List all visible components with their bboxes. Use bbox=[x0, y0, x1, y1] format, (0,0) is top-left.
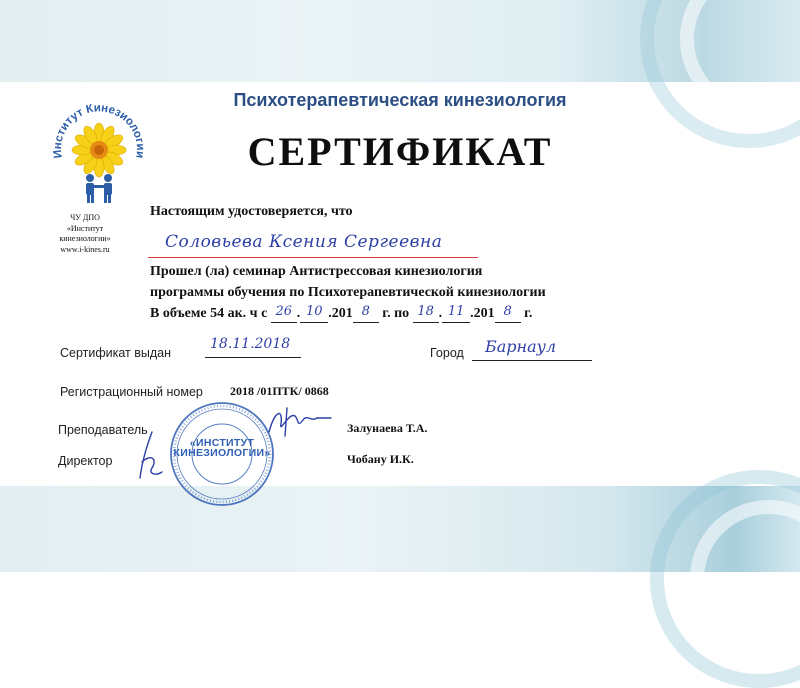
start-day: 26 bbox=[275, 304, 293, 319]
end-year-prefix: 201 bbox=[473, 306, 495, 321]
end-month-field bbox=[442, 306, 470, 323]
city-value: Барнаул bbox=[485, 337, 557, 356]
stamp-line-1: «ИНСТИТУТ bbox=[189, 437, 255, 449]
teacher-name: Залунаева Т.А. bbox=[347, 421, 428, 435]
start-day-field bbox=[271, 306, 297, 323]
volume-dates-line: В объеме 54 ак. ч с 26 . 10 .201 8 г. по 18 . 11 .201 8 г. bbox=[150, 304, 533, 321]
start-year-digit: 8 bbox=[361, 304, 370, 319]
flower-logo-icon bbox=[46, 92, 152, 204]
teacher-signature bbox=[265, 402, 335, 442]
issued-label: Сертификат выдан bbox=[60, 346, 172, 360]
intro-text: Настоящим удостоверяется, что bbox=[150, 204, 353, 219]
end-year-digit: 8 bbox=[503, 304, 512, 319]
end-month: 11 bbox=[447, 304, 465, 319]
start-year-suffix: г. bbox=[382, 306, 391, 321]
volume-prefix: В объеме 54 ак. ч с bbox=[150, 306, 268, 321]
start-month-field bbox=[300, 306, 328, 323]
logo-arc-text: Институт Кинезиологии bbox=[51, 102, 147, 159]
end-year-field bbox=[495, 306, 521, 323]
institute-logo bbox=[46, 92, 152, 204]
stamp-text bbox=[168, 438, 276, 458]
recipient-name: Соловьева Ксения Сергеевна bbox=[165, 232, 443, 252]
certificate-subtitle: Психотерапевтическая кинезиология bbox=[233, 90, 567, 110]
org-line-3: кинезиологии» bbox=[59, 234, 111, 243]
seminar-line: Прошел (ла) семинар Антистрессовая кинезиология bbox=[150, 264, 483, 279]
registration-label: Регистрационный номер bbox=[60, 385, 203, 399]
start-month: 10 bbox=[306, 304, 323, 319]
organization-info bbox=[40, 213, 130, 255]
program-line: программы обучения по Психотерапевтической кинезиологии bbox=[150, 285, 546, 300]
issued-date: 18.11.2018 bbox=[210, 336, 291, 352]
registration-number: 2018 /01ПТК/ 0868 bbox=[230, 384, 329, 398]
name-underline bbox=[148, 257, 478, 258]
to-word: по bbox=[394, 306, 410, 321]
org-line-1: ЧУ ДПО bbox=[70, 213, 100, 222]
stamp-line-2: КИНЕЗИОЛОГИИ» bbox=[173, 447, 271, 459]
end-year-suffix: г. bbox=[524, 306, 533, 321]
org-website: www.i-kines.ru bbox=[60, 244, 110, 254]
city-label: Город bbox=[430, 346, 464, 360]
end-day: 18 bbox=[417, 304, 434, 319]
director-name: Чобану И.К. bbox=[347, 452, 414, 466]
certificate-title: СЕРТИФИКАТ bbox=[247, 129, 553, 174]
city-underline bbox=[472, 360, 592, 361]
end-day-field bbox=[413, 306, 439, 323]
director-signature bbox=[132, 428, 168, 484]
start-year-prefix: 201 bbox=[331, 306, 353, 321]
teacher-label: Преподаватель bbox=[58, 423, 148, 437]
org-line-2: «Институт bbox=[66, 223, 104, 233]
start-year-field bbox=[353, 306, 379, 323]
director-label: Директор bbox=[58, 454, 113, 468]
issued-underline bbox=[205, 357, 301, 358]
